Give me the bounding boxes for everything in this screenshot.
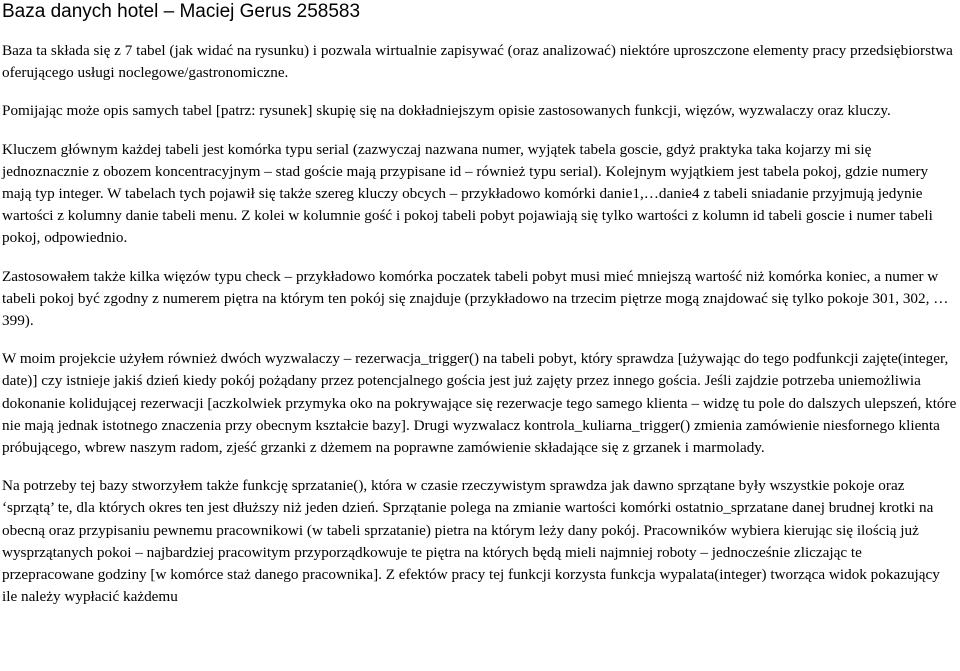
paragraph-triggers: W moim projekcie użyłem również dwóch wyzwalaczy – rezerwacja_trigger() na tabeli pobyt, który sprawdza [używając do tego podfunkcji zajęte(integer, date)] czy istnieje jakiś dzień kiedy pokój pożądany przez potencjalnego gościa jest już zajęty przez innego gościa. Jeśli zajdzie potrzeba uniemożliwia dokonanie kolidującej rezerwacji [aczkolwiek przymyka oko na pokrywające się rezerwacje tego samego klienta – widzę tu pole do dalszych ulepszeń, które nie mają jednak istotnego znaczenia przy obecnym kształcie bazy]. Drugi wyzwalacz kontrola_kuliarna_trigger() zmienia zamówienie niesfornego klienta próbującego, wbrew naszym radom, zjeść grzanki z dżemem na poprawne zamówienie składające się z grzanek i marmolady.	[2, 350, 957, 457]
paragraph-intro: Baza ta składa się z 7 tabel (jak widać na rysunku) i pozwala wirtualnie zapisywać (oraz analizować) niektóre uproszczone elementy pracy przedsiębiorstwa oferującego usługi noclegowe/gastronomiczne.	[2, 42, 953, 82]
document-body	[2, 40, 957, 624]
paragraph-cleaning-function: Na potrzeby tej bazy stworzyłem także funkcję sprzatanie(), która w czasie rzeczywistym sprawdza jak dawno sprzątane były wszystkie pokoje oraz ‘sprzątą’ te, dla których okres ten jest dłuższy niż jeden dzień. Sprzątanie polega na zmianie wartości komórki ostatnio_sprzatane danej brudnej krotki na obecną oraz przypisaniu pewnemu pracownikowi (w tabeli sprzatanie) pietra na którym leży dany pokój. Pracowników wybiera kierując się ilością już wysprzątanych pokoi – najbardziej pracowitym przyporządkowuje te piętra na których będą mieli najmniej roboty – jednocześnie zliczając te przepracowane godziny [w komórce staż danego pracownika]. Z efektów pracy tej funkcji korzysta funkcja wypalata(integer) tworząca widok pokazujący ile należy wypłacić każdemu	[2, 477, 940, 606]
document-title: Baza danych hotel – Maciej Gerus 258583	[2, 1, 361, 22]
paragraph-scope: Pomijając może opis samych tabel [patrz: rysunek] skupię się na dokładniejszym opisie zastosowanych funkcji, więzów, wyzwalaczy oraz kluczy.	[2, 102, 891, 120]
paragraph-keys: Kluczem głównym każdej tabeli jest komórka typu serial (zazwyczaj nazwana numer, wyjątek tabela goscie, gdyż praktyka taka kojarzy mi się jednoznacznie z obozem koncentracyjnym – stad goście mają przypisane id – również typu serial). Kolejnym wyjątkiem jest tabela pokoj, gdzie numery mają typ integer. W tabelach tych pojawił się także szereg kluczy obcych – przykładowo komórki danie1,…danie4 z tabeli sniadanie przyjmują jedynie wartości z kolumny danie tabeli menu. Z kolei w kolumnie gość i pokoj tabeli pobyt pojawiają się tylko wartości z kolumn id tabeli goscie i numer tabeli pokoj, odpowiednio.	[2, 140, 933, 247]
paragraph-check-constraints: Zastosowałem także kilka więzów typu check – przykładowo komórka poczatek tabeli pobyt musi mieć mniejszą wartość niż komórka koniec, a numer w tabeli pokoj być zgodny z numerem piętra na którym ten pokój się znajduje (przykładowo na trzecim piętrze mogą znajdować się tylko pokoje 301, 302, … 399).	[2, 267, 949, 330]
